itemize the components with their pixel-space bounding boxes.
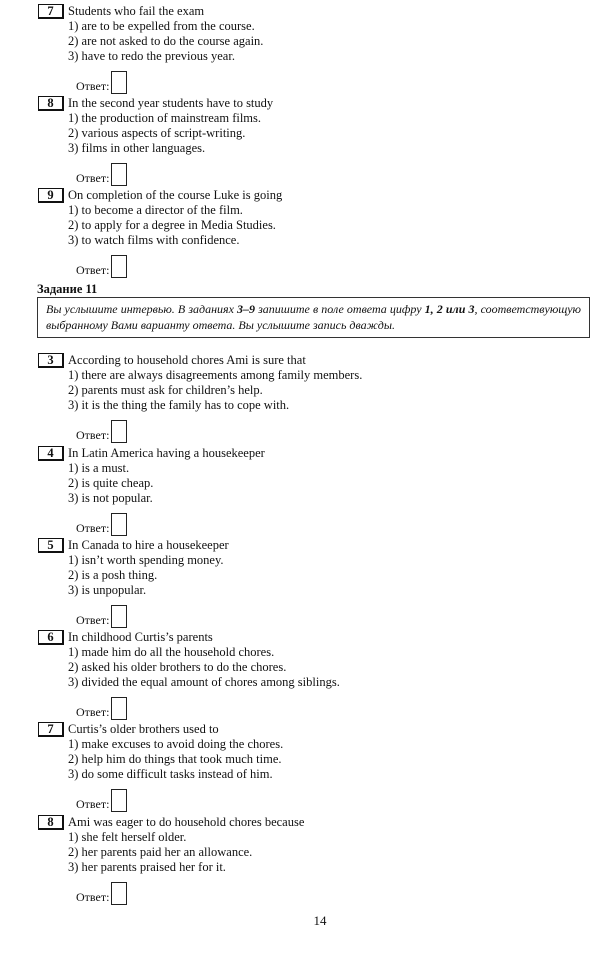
question-number: 7 [38,722,64,737]
question-a-9 [38,188,578,278]
question-text: On completion of the course Luke is going [68,188,283,202]
option-3: 3) is not popular. [68,491,153,505]
answer-label: Ответ: [76,263,110,277]
question-text: In childhood Curtis’s parents [68,630,213,644]
option-1: 1) to become a director of the film. [68,203,243,217]
option-2: 2) her parents paid her an allowance. [68,845,253,859]
question-number: 8 [38,96,64,111]
answer-label: Ответ: [76,521,110,535]
task-title: Задание 11 [37,282,98,296]
option-2: 2) is a posh thing. [68,568,158,582]
answer-label: Ответ: [76,79,110,93]
option-2: 2) help him do things that took much time. [68,752,282,766]
answer-field[interactable] [111,255,127,278]
answer-label: Ответ: [76,705,110,719]
option-1: 1) she felt herself older. [68,830,187,844]
option-3: 3) do some difficult tasks instead of him. [68,767,273,781]
question-number: 7 [38,4,64,19]
option-2: 2) is quite cheap. [68,476,154,490]
instruction-text: запишите в поле ответа цифру [255,302,425,316]
option-1: 1) make excuses to avoid doing the chores. [68,737,284,751]
option-1: 1) made him do all the household chores. [68,645,275,659]
option-2: 2) parents must ask for children’s help. [68,383,263,397]
question-text: According to household chores Ami is sure that [68,353,306,367]
question-number: 8 [38,815,64,830]
question-text: In Canada to hire a housekeeper [68,538,229,552]
option-3: 3) to watch films with confidence. [68,233,240,247]
question-b-5 [38,538,578,628]
option-2: 2) to apply for a degree in Media Studies. [68,218,276,232]
answer-label: Ответ: [76,890,110,904]
answer-field[interactable] [111,420,127,443]
question-number: 5 [38,538,64,553]
question-text: Students who fail the exam [68,4,205,18]
question-b-3 [38,353,578,443]
option-3: 3) is unpopular. [68,583,147,597]
option-1: 1) are to be expelled from the course. [68,19,255,33]
question-b-4 [38,446,578,536]
question-b-6 [38,630,578,720]
answer-label: Ответ: [76,797,110,811]
question-number: 4 [38,446,64,461]
page-number: 14 [313,913,327,928]
answer-field[interactable] [111,71,127,94]
answer-field[interactable] [111,605,127,628]
answer-field[interactable] [111,163,127,186]
option-2: 2) are not asked to do the course again. [68,34,264,48]
question-text: In Latin America having a housekeeper [68,446,265,460]
option-3: 3) divided the equal amount of chores among siblings. [68,675,340,689]
question-a-7 [38,4,578,94]
option-1: 1) is a must. [68,461,130,475]
question-text: Ami was eager to do household chores because [68,815,305,829]
instruction-digits: 1, 2 или 3 [424,302,475,316]
answer-label: Ответ: [76,613,110,627]
option-1: 1) the production of mainstream films. [68,111,262,125]
instruction-text: , соответствующую выбранному Вами варианту ответа. Вы услышите запись дважды. [46,302,581,332]
question-b-7 [38,722,578,812]
option-2: 2) asked his older brothers to do the chores. [68,660,287,674]
answer-field[interactable] [111,789,127,812]
answer-field[interactable] [111,697,127,720]
instruction-box [37,297,590,338]
option-3: 3) her parents praised her for it. [68,860,226,874]
answer-field[interactable] [111,513,127,536]
answer-field[interactable] [111,882,127,905]
option-3: 3) have to redo the previous year. [68,49,235,63]
question-a-8 [38,96,578,186]
answer-label: Ответ: [76,171,110,185]
question-text: Curtis’s older brothers used to [68,722,219,736]
instruction-text: Вы услышите интервью. В заданиях [46,302,238,316]
option-2: 2) various aspects of script-writing. [68,126,246,140]
option-3: 3) it is the thing the family has to cope with. [68,398,290,412]
question-number: 3 [38,353,64,368]
instruction-range: 3–9 [237,302,256,316]
question-number: 9 [38,188,64,203]
answer-label: Ответ: [76,428,110,442]
question-b-8 [38,815,578,905]
question-number: 6 [38,630,64,645]
option-1: 1) there are always disagreements among family members. [68,368,363,382]
question-text: In the second year students have to study [68,96,274,110]
option-1: 1) isn’t worth spending money. [68,553,224,567]
option-3: 3) films in other languages. [68,141,206,155]
